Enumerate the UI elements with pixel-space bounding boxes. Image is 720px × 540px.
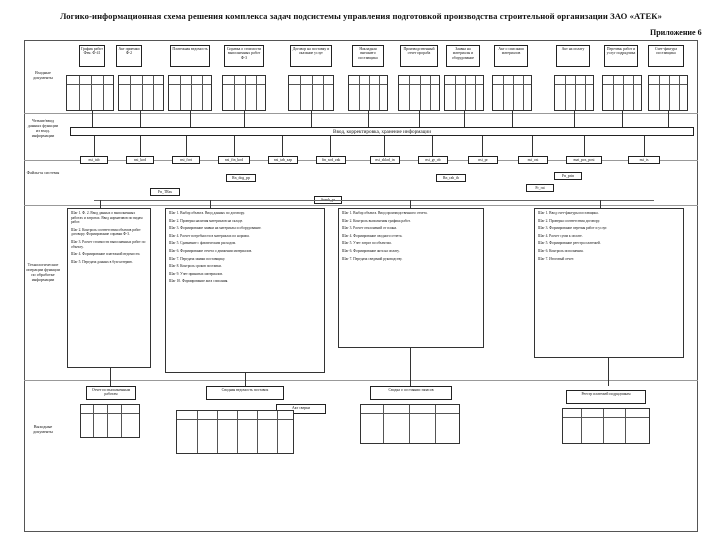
process-step: Шаг 7. Итоговый отчет. — [538, 256, 575, 261]
file-box: nsi_tab — [80, 156, 108, 164]
output-form-sketch — [562, 408, 650, 444]
process-block-2 — [165, 208, 325, 373]
connector-line — [384, 136, 385, 156]
appendix-label: Приложение 6 — [650, 28, 702, 37]
connector-line — [464, 111, 465, 127]
mid-file-box: Rn_rab_tb — [436, 174, 466, 182]
process-step: Шаг 10. Формирование акта списания. — [169, 279, 229, 284]
input-doc-box: Производственный отчет прораба — [400, 45, 438, 67]
process-step: Шаг 5. Сравнение с фактическим расходом. — [169, 241, 237, 246]
input-doc-box: Акт приемки Ф-2 — [116, 45, 142, 67]
process-step: Шаг 1. Выбор объекта. Ввод производственного отчета. — [342, 211, 428, 215]
mid-file-box: Rn_dog_pp — [226, 174, 256, 182]
input-doc-box: Счет-фактура поставщика — [648, 45, 684, 67]
connector-line — [110, 368, 111, 386]
input-form-sketch — [492, 75, 532, 111]
connector-line — [92, 111, 93, 127]
file-box: nsi_ts — [628, 156, 660, 164]
process-step: Шаг 4. Расчет потребности в материалах по нормам. — [169, 233, 250, 238]
file-box: fin_sod_zak — [316, 156, 346, 164]
input-form-sketch — [398, 75, 440, 111]
file-box: mat_pos_post — [566, 156, 602, 164]
connector-line — [432, 136, 433, 156]
process-step: Шаг 7. Передача заявки поставщику. — [169, 256, 226, 261]
connector-line — [410, 200, 411, 208]
connector-line — [244, 111, 245, 127]
side-label-input-functions: Чтение/ввод данных функции из вход. информации — [27, 118, 59, 138]
input-doc-box: Акт о списании материалов — [494, 45, 528, 67]
file-box: nsi_kod — [126, 156, 154, 164]
connector-line — [584, 136, 585, 156]
process-step: Шаг 9. Учет принятых материалов. — [169, 271, 223, 276]
output-doc-box: Отчет по выполненным работам — [86, 386, 136, 400]
connector-line — [94, 200, 654, 201]
output-doc-box: Реестр платежей подрядчикам — [566, 390, 646, 404]
process-step: Шаг 6. Контроль исполнения. — [538, 248, 584, 253]
input-form-sketch — [554, 75, 594, 111]
connector-line — [419, 111, 420, 127]
process-step: Шаг 1. Выбор объекта. Ввод данных по договору. — [169, 211, 245, 215]
connector-line — [622, 111, 623, 127]
side-label-mid-arrays: Файлы-ы системы — [26, 170, 60, 175]
input-form-sketch — [288, 75, 334, 111]
file-box: nsi_fin_kod — [218, 156, 250, 164]
connector-line — [190, 111, 191, 127]
input-form-sketch — [602, 75, 642, 111]
input-doc-box: Перечень работ и услуг подрядчика — [604, 45, 638, 67]
process-step: Шаг 5. Формирование реестра платежей. — [538, 241, 601, 246]
file-box: nsi_sklad_in — [370, 156, 400, 164]
connector-line — [234, 136, 235, 156]
connector-line — [644, 136, 645, 156]
connector-line — [410, 348, 411, 386]
output-doc-box: Акт сверки — [276, 404, 326, 414]
side-label-process: Технологические операции функции по обработке информации — [26, 262, 60, 282]
process-step: Шаг 3. Расчет стоимости выполненных работ по объекту. — [71, 239, 146, 249]
process-step: Шаг 2. Проверка соответствия договору. — [538, 218, 600, 223]
file-box: nsi_tab_zap — [268, 156, 298, 164]
output-form-sketch — [80, 404, 140, 438]
input-form-sketch — [66, 75, 114, 111]
process-step: Шаг 3. Расчет отклонений от плана. — [342, 226, 397, 231]
file-box: nsi_fort — [172, 156, 200, 164]
connector-line — [140, 111, 141, 127]
connector-line — [311, 111, 312, 127]
input-doc-box: Заявка на материалы и оборудование — [446, 45, 480, 67]
side-label-output-docs: Выходные документы — [33, 424, 53, 434]
process-step: Шаг 5. Передача данных в бухгалтерию. — [71, 259, 133, 264]
output-doc-box: Сводная ведомость поставок — [206, 386, 284, 400]
output-doc-box: Сводка о состоянии запасов — [370, 386, 452, 400]
connector-line — [574, 111, 575, 127]
connector-line — [186, 136, 187, 156]
connector-line — [608, 358, 609, 386]
input-doc-box: Платежная ведомость — [170, 45, 210, 67]
process-step: Шаг 4. Формирование сводного отчета. — [342, 233, 403, 238]
section-divider — [24, 205, 698, 206]
process-step: Шаг 2. Проверка наличия материалов на складе. — [169, 218, 244, 223]
process-step: Шаг 3. Формирование перечня работ и услуг. — [538, 226, 608, 231]
process-step: Шаг 3. Формирование заявки на материалы и оборудование. — [169, 226, 262, 231]
process-step: Шаг 4. Расчет сумм к оплате. — [538, 233, 583, 238]
file-box: nsi_ost — [518, 156, 548, 164]
input-form-sketch — [222, 75, 266, 111]
input-doc-box: Накладная внешнего поставщика — [352, 45, 384, 67]
process-block-3 — [338, 208, 484, 348]
connector-line — [532, 136, 533, 156]
file-box: nsi_pr — [468, 156, 498, 164]
input-doc-box: График работ Фзм. Ф-41 — [79, 45, 105, 67]
mid-file-box: Fr_rat — [526, 184, 554, 192]
process-block-1 — [67, 208, 151, 368]
section-divider — [24, 380, 698, 381]
connector-line — [282, 136, 283, 156]
db-input-bar: Ввод, корректировка, хранение информации — [70, 127, 694, 136]
process-block-4 — [534, 208, 684, 358]
output-form-sketch — [360, 404, 460, 444]
mid-file-box: Fn_prin — [554, 172, 582, 180]
process-step: Шаг 1. Ф. 2. Ввод данных о выполненных работах и затратах. Ввод нормативов по видам работ. — [71, 211, 143, 225]
process-step: Шаг 2. Контроль выполнения графика работ. — [342, 218, 411, 223]
input-form-sketch — [648, 75, 688, 111]
mid-file-box: Fn_TRas — [150, 188, 180, 196]
connector-line — [600, 200, 601, 208]
input-doc-box: Справка о стоимости выполненных работ Ф-3 — [224, 45, 264, 67]
process-step: Шаг 7. Передача сведений руководству. — [342, 256, 403, 261]
page-title: Логико-информационная схема решения комплекса задач подсистемы управления подготовкой производства строительной организации ЗАО «АТЕК» — [60, 11, 663, 21]
connector-line — [668, 111, 669, 127]
connector-line — [512, 111, 513, 127]
input-form-sketch — [118, 75, 164, 111]
connector-line — [210, 200, 211, 208]
connector-line — [140, 136, 141, 156]
input-doc-box: Акт на оплату — [556, 45, 590, 67]
connector-line — [368, 111, 369, 127]
process-step: Шаг 6. Формирование отчета о движении материалов. — [169, 248, 253, 253]
connector-line — [482, 136, 483, 156]
output-form-sketch — [176, 410, 294, 454]
input-form-sketch — [444, 75, 484, 111]
section-divider — [24, 113, 698, 114]
side-label-input-docs: Входные документы — [33, 70, 53, 80]
process-step: Шаг 4. Формирование платежной ведомости. — [71, 252, 141, 257]
input-form-sketch — [168, 75, 212, 111]
process-step: Шаг 2. Контроль соответствия объемов работ договору. Формирование справки Ф-3. — [71, 227, 141, 237]
process-step: Шаг 5. Учет затрат по объектам. — [342, 241, 392, 246]
process-step: Шаг 6. Формирование акта на оплату. — [342, 248, 400, 253]
connector-line — [245, 373, 246, 386]
connector-line — [100, 200, 101, 208]
file-box: nsi_gr_ob — [418, 156, 448, 164]
input-form-sketch — [348, 75, 388, 111]
connector-line — [94, 136, 95, 156]
input-doc-box: Договор на поставку и оказание услуг — [290, 45, 332, 67]
process-step: Шаг 8. Контроль сроков поставки. — [169, 264, 222, 269]
process-step: Шаг 1. Ввод счет-фактуры поставщика. — [538, 211, 599, 215]
connector-line — [330, 136, 331, 156]
